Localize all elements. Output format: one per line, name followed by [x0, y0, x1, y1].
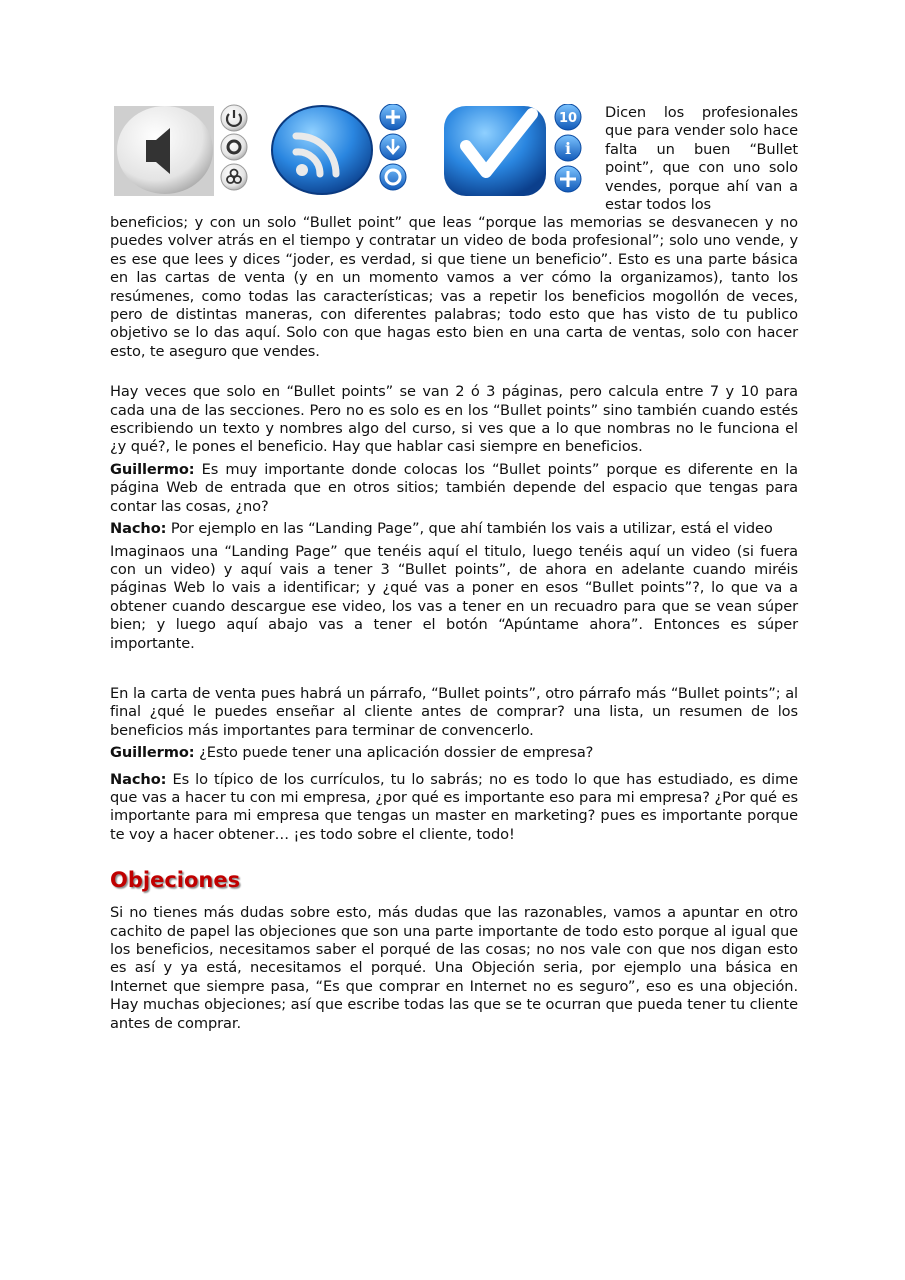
intro-block [110, 104, 798, 214]
speaker-icon [114, 106, 214, 196]
intro-continued: beneficios; y con un solo “Bullet point” que leas “porque las memorias se desvanecen y no puedes volver atrás en el tiempo y contratar un video de boda profesional”; solo uno vende, y es ese que lees y dices “joder, es verdad, si que tiene un beneficio”. Esto es una parte básica en las cartas de venta (y en un momento vamos a ver cómo la organizamos), tanto los resúmenes, como todas las características; vas a repetir los beneficios mogollón de veces, pero de distintas maneras, con diferentes palabras; todo esto que has visto de tu publico objetivo se lo das aquí. Solo con que hagas esto bien en una carta de ventas, solo con hacer esto, te aseguro que vendes. [110, 214, 798, 360]
download-arrow-icon [380, 134, 406, 160]
paragraph-landing-page: Imaginaos una “Landing Page” que tenéis aquí el titulo, luego tenéis aquí un video (si fuera con un video) y aquí vais a tener 3 “Bullet points”, de ahora en adelante cuando miréis páginas Web lo vais a identificar; y ¿qué vas a poner en esos “Bullet points”?, lo que va a obtener cuando descargue ese video, los vas a tener en un recuadro para que se vean súper bien; y luego aquí abajo vas a tener el botón “Apúntame ahora”. Entonces es súper importante. [110, 542, 798, 652]
plus-icon [380, 104, 406, 130]
dialogue-guillermo-1 [110, 461, 798, 516]
intro-side-text: Dicen los profesionales que para vender solo hace falta un buen “Bullet point”, que con uno solo vendes, porque ahí van a estar todos los [605, 104, 798, 214]
dialogue-text: Por ejemplo en las “Landing Page”, que ahí también los vais a utilizar, está el video [166, 520, 773, 538]
rss-icon [272, 106, 372, 194]
biohazard-icon [221, 164, 247, 190]
speaker-label: Guillermo: [110, 460, 195, 478]
power-icon [221, 105, 247, 131]
speaker-label: Guillermo: [110, 744, 195, 762]
speaker-label: Nacho: [110, 770, 167, 788]
checkmark-icon [444, 106, 546, 196]
dialogue-text: Es muy importante donde colocas los “Bullet points” porque es diferente en la página Web de entrada que en otros sitios; también depende del espacio que tengas para contar las cosas, ¿no? [110, 460, 798, 515]
badge-ten-icon [555, 104, 581, 130]
section-heading-objeciones: Objeciones [110, 868, 241, 893]
record-icon [221, 134, 247, 160]
badge-ten-label: 10 [558, 111, 578, 126]
speaker-label: Nacho: [110, 520, 167, 538]
document-page [110, 104, 798, 1033]
dialogue-text: Es lo típico de los currículos, tu lo sabrás; no es todo lo que has estudiado, es dime que vas a hacer tu con mi empresa, ¿por qué es importante eso para mi empresa? ¿Por qué es importante para mi empresa que tengas un master en marketing? pues es importante porque te voy a hacer obtener… ¡es todo sobre el cliente, todo! [110, 770, 798, 843]
dialogue-nacho-2 [110, 771, 798, 845]
icon-strip [110, 104, 596, 200]
paragraph-objections: Si no tienes más dudas sobre esto, más dudas que las razonables, vamos a apuntar en otro cachito de papel las objeciones que son una parte importante de todo esto porque al igual que los beneficios, necesitamos saber el porqué de las cosas; no nos vale con que nos digan esto es así y ya está, necesitamos el porqué. Una Objeción seria, por ejemplo una básica en Internet que siempre pasa, “Es que comprar en Internet no es seguro”, eso es una objeción. Hay muchas objeciones; así que escribe todas las que se te ocurran que pueda tener tu cliente antes de comprar. [110, 904, 798, 1032]
info-label: i [564, 139, 572, 158]
dialogue-nacho-1 [110, 520, 798, 538]
add-icon [555, 166, 581, 192]
lifebuoy-icon [380, 164, 406, 190]
info-icon [555, 135, 581, 161]
dialogue-text: ¿Esto puede tener una aplicación dossier de empresa? [194, 744, 594, 762]
dialogue-guillermo-2 [110, 744, 798, 762]
paragraph-sales-letter: En la carta de venta pues habrá un párrafo, “Bullet points”, otro párrafo más “Bullet points”; al final ¿qué le puedes enseñar al cliente antes de comprar? una lista, un resumen de los beneficios más importantes para terminar de convencerlo. [110, 684, 798, 739]
paragraph-bullet-pages: Hay veces que solo en “Bullet points” se van 2 ó 3 páginas, pero calcula entre 7 y 10 para cada una de las secciones. Pero no es solo es en los “Bullet points” sino también cuando estés escribiendo un texto y nombres algo del curso, si ves que a lo que nombras no le funciona el ¿y qué?, le pones el beneficio. Hay que hablar casi siempre en beneficios. [110, 383, 798, 456]
